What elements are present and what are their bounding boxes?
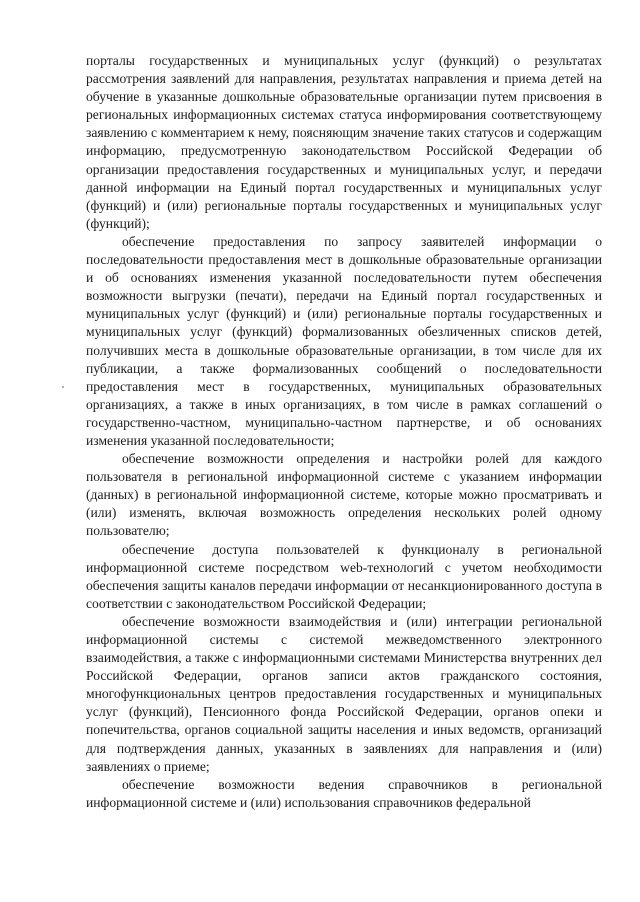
paragraph-2: обеспечение предоставления по запросу заявителей информации о последовательности предоставления мест в дошкольные образовательные организации и об основаниях изменения указанной последовательности путем обеспечения возможности выгрузки (печати), передачи на Единый портал государственных и муниципальных услуг (функций) и (или) региональные порталы государственных и муниципальных услуг (функций) формализованных обезличенных списков детей, получивших места в дошкольные образовательные организации, в том числе для их публикации, а также формализованных сообщений о последовательности предоставления мест в государственных, муниципальных образовательных организациях, а также в иных организациях, в том числе в рамках соглашений о государственно-частном, муниципально-частном партнерстве, и об основаниях изменения указанной последовательности; bbox=[86, 233, 602, 448]
paragraph-4: обеспечение доступа пользователей к функционалу в региональной информационной системе посредством web-технологий с учетом необходимости обеспечения защиты каналов передачи информации от несанкционированного доступа в соответствии с законодательством Российской Федерации; bbox=[86, 541, 602, 611]
paragraph-5: обеспечение возможности взаимодействия и (или) интеграции региональной информационной системы с системой межведомственного электронного взаимодействия, а также с информационными системами Министерства внутренних дел Российской Федерации, органов записи актов гражданского состояния, многофункциональных центров предоставления государственных и муниципальных услуг (функций), Пенсионного фонда Российской Федерации, органов опеки и попечительства, органов социальной защиты населения и иных ведомств, организаций для подтверждения данных, указанных в заявлениях для направления и (или) заявлениях о приеме; bbox=[86, 613, 602, 774]
paragraph-1: порталы государственных и муниципальных услуг (функций) о результатах рассмотрения заявлений для направления, результатах направления и приема детей на обучение в указанные дошкольные образовательные организации путем присвоения в региональных информационных системах статуса информирования соответствующему заявлению с комментарием к нему, поясняющим значение таких статусов и содержащим информацию, предусмотренную законодательством Российской Федерации об организации предоставления государственных и муниципальных услуг, и передачи данной информации на Единый портал государственных и муниципальных услуг (функций) и (или) региональные порталы государственных и муниципальных услуг (функций); bbox=[86, 53, 602, 231]
paragraph-3: обеспечение возможности определения и настройки ролей для каждого пользователя в региональной информационной системе с указанием информации (данных) в региональной информационной системе, которые можно просматривать и (или) изменять, включая возможность определения нескольких ролей одному пользователю; bbox=[86, 451, 602, 539]
paragraph-6: обеспечение возможности ведения справочников в региональной информационной системе и (или) использования справочников федеральной bbox=[86, 776, 602, 810]
document-page bbox=[86, 52, 602, 812]
scan-speck bbox=[62, 386, 64, 388]
